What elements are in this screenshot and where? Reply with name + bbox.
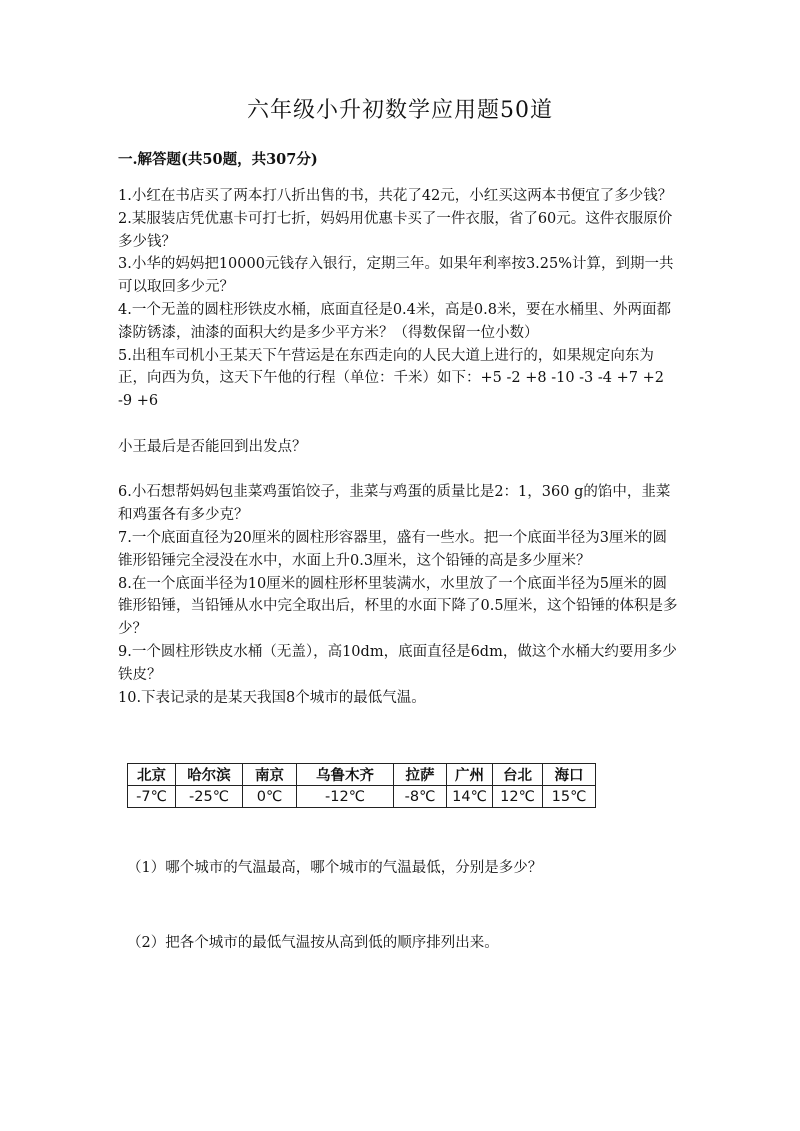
temperature-cell: 12℃ [493, 786, 543, 808]
question-4: 4.一个无盖的圆柱形铁皮水桶，底面直径是0.4米，高是0.8米，要在水桶里、外两面都漆防锈漆，油漆的面积大约是多少平方米？（得数保留一位小数） [118, 301, 671, 341]
question-9: 9.一个圆柱形铁皮水桶（无盖），高10dm，底面直径是6dm，做这个水桶大约要用多少铁皮？ [118, 643, 677, 683]
city-cell: 台北 [493, 764, 543, 786]
question-3: 3.小华的妈妈把10000元钱存入银行，定期三年。如果年利率按3.25%计算，到期一共可以取回多少元？ [118, 256, 674, 296]
spacer [118, 459, 678, 482]
city-row [128, 764, 596, 786]
city-cell: 拉萨 [394, 764, 447, 786]
city-cell: 广州 [447, 764, 493, 786]
spacer [118, 413, 678, 436]
question-list [118, 185, 678, 709]
question-1: 1.小红在书店买了两本打八折出售的书，共花了42元，小红买这两本书便宜了多少钱？ [118, 188, 673, 204]
question-6: 6.小石想帮妈妈包韭菜鸡蛋馅饺子，韭菜与鸡蛋的质量比是2：1，360 g的馅中，韭菜和鸡蛋各有多少克？ [118, 484, 671, 524]
temperature-cell: 0℃ [243, 786, 297, 808]
page-title: 六年级小升初数学应用题50道 [247, 98, 553, 123]
question-5: 5.出租车司机小王某天下午营运是在东西走向的人民大道上进行的，如果规定向东为正，向西为负，这天下午他的行程（单位：千米）如下：+5 -2 +8 -10 -3 -4 +7 +2 -9 +6 [118, 347, 664, 410]
city-cell: 南京 [243, 764, 297, 786]
temperature-row [128, 786, 596, 808]
temperature-cell: -12℃ [297, 786, 394, 808]
city-cell: 海口 [543, 764, 596, 786]
city-cell: 哈尔滨 [176, 764, 243, 786]
question-8: 8.在一个底面半径为10厘米的圆柱形杯里装满水，水里放了一个底面半径为5厘米的圆锥形铅锤，当铅锤从水中完全取出后，杯里的水面下降了0.5厘米，这个铅锤的体积是多少？ [118, 575, 678, 638]
temperature-cell: -7℃ [128, 786, 176, 808]
question-2: 2.某服装店凭优惠卡可打七折，妈妈用优惠卡买了一件衣服，省了60元。这件衣服原价多少钱？ [118, 210, 673, 250]
section-heading: 一.解答题(共50题，共307分) [118, 151, 318, 168]
city-cell: 北京 [128, 764, 176, 786]
sub-question-1: （1）哪个城市的气温最高，哪个城市的气温最低，分别是多少？ [127, 860, 543, 876]
temperature-cell: 14℃ [447, 786, 493, 808]
question-10: 10.下表记录的是某天我国8个城市的最低气温。 [118, 689, 426, 706]
question-7: 7.一个底面直径为20厘米的圆柱形容器里，盛有一些水。把一个底面半径为3厘米的圆锥形铅锤完全浸没在水中，水面上升0.3厘米，这个铅锤的高是多少厘米？ [118, 529, 668, 569]
temperature-cell: -8℃ [394, 786, 447, 808]
temperature-cell: 15℃ [543, 786, 596, 808]
temperature-table [127, 763, 596, 808]
temperature-cell: -25℃ [176, 786, 243, 808]
question-5-followup: 小王最后是否能回到出发点？ [118, 438, 307, 455]
city-cell: 乌鲁木齐 [297, 764, 394, 786]
sub-question-2: （2）把各个城市的最低气温按从高到低的顺序排列出来。 [127, 935, 499, 951]
